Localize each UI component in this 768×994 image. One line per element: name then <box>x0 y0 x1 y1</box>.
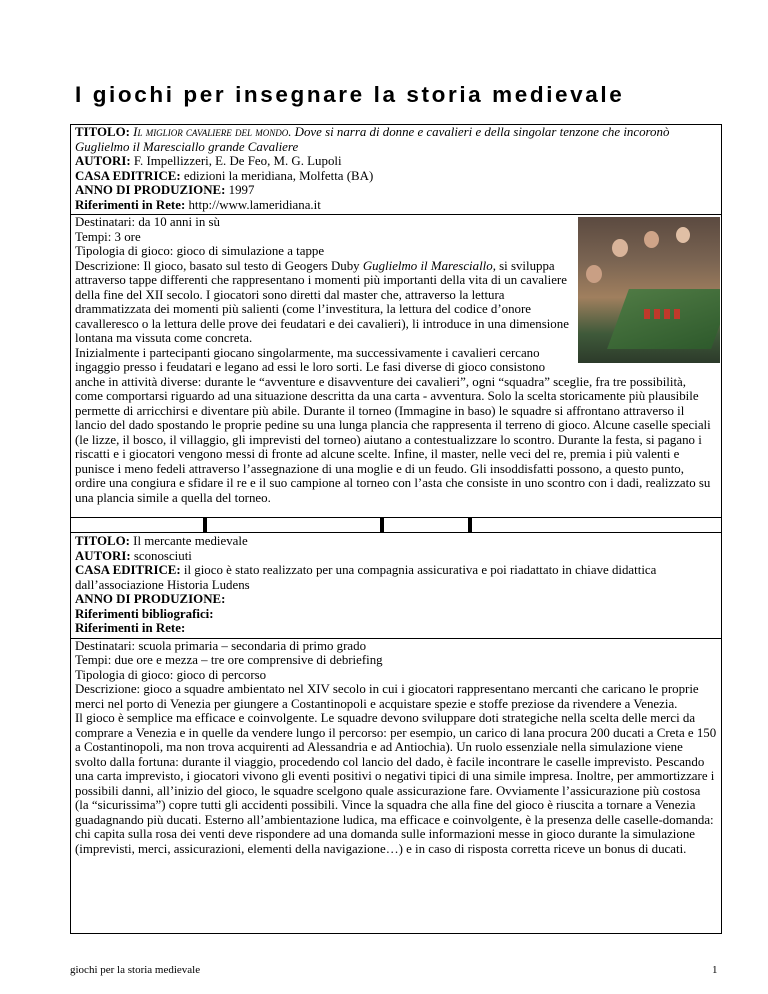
titolo-value-2: Il mercante medievale <box>129 534 248 548</box>
tipologia-line-2: Tipologia di gioco: gioco di percorso <box>75 667 267 682</box>
game-card-mercante <box>70 532 722 934</box>
game-metadata-2 <box>71 533 721 639</box>
tipologia-line: Tipologia di gioco: gioco di simulazione a tappe <box>75 244 325 258</box>
game-photo <box>578 217 720 363</box>
tempi-line-2: Tempi: due ore e mezza – tre ore comprensive di debriefing <box>75 653 383 667</box>
game-metadata <box>71 125 721 215</box>
autori-value: F. Impellizzeri, E. De Feo, M. G. Lupoli <box>130 154 342 168</box>
autori-label-2: AUTORI: <box>75 548 131 563</box>
autori-line-2 <box>75 549 717 564</box>
page-number: 1 <box>712 964 718 976</box>
game-card-cavaliere <box>70 124 722 518</box>
riferimenti-label: Riferimenti in Rete: <box>75 197 186 212</box>
titolo-line-2 <box>75 534 717 549</box>
riferimenti-value: http://www.lameridiana.it <box>185 197 321 212</box>
titolo-line <box>75 125 717 154</box>
descrizione-book-title: Guglielmo il Maresciallo <box>362 258 493 273</box>
titolo-label-2: TITOLO: <box>75 534 130 548</box>
casa-editrice-line-2 <box>75 563 717 592</box>
autori-line <box>75 154 717 169</box>
titolo-rest: Dove si narra di donne e cavalieri e della singolar tenzone che incoronò Guglielmo il Maresciallo grande Cavaliere <box>75 125 670 154</box>
riferimenti-line <box>75 198 717 213</box>
tempi-line: Tempi: 3 ore <box>75 229 141 244</box>
descrizione-paragraph-4: Il gioco è semplice ma efficace e coinvolgente. Le squadre devono sviluppare doti strategiche nella scelta delle merci da comprare a Venezia e in quelle da vendere lungo il percorso: per esempio, un carico di lana procura 200 ducati a Creta e 150 a Costantinopoli, ma non trova acquirenti ad Alessandria e ad Antiochia). Un ruolo essenziale nella simulazione viene svolto dalla fortuna: durante il viaggio, procedendo col lancio del dado, è facile incontrare le caselle imprevisto. Pescando una carta imprevisto, i giocatori vivono gli eventi positivi o negativi tipici di una simile impresa. Inoltre, per ammortizzare i possibili danni, all’inizio del gioco, le squadre scelgono quale assicurazione fare. Ovviamente l’assicurazione più costosa (la “sicurissima”) copre tutti gli accidenti possibili. Vince la squadra che alla fine del gioco è riuscita a tornare a Venezia guadagnando più ducati. Esterno all’ambientazione ludica, ma efficace e coinvolgente, è la presenza delle caselle-domanda: chi capita sulla rosa dei venti deve rispondere ad una domanda sulle informazioni messe in gioco durante la simulazione (imprevisti, merci, assicurazioni, elementi della navigazione…) e in caso di risposta corretta riceve un bonus di ducati. <box>75 711 717 856</box>
descrizione-body: , si sviluppa attraverso tappe differenti che rappresentano i momenti più importanti della vita di un cavaliere della fine del XII secolo. I giocatori sono diretti dal master che, attraverso la lettura drammatizzata dei momenti più salienti (come l’investitura, la lettura del codice d’onore cavalleresco o la lettura delle prove dei feudatari e dei cavalieri), li introduce in una dimensione lontana ma vissuta come concreta. <box>75 258 569 345</box>
anno-value: 1997 <box>225 183 255 197</box>
biblio-line-2: Riferimenti bibliografici: <box>75 606 214 621</box>
casa-editrice-value: edizioni la meridiana, Molfetta (BA) <box>180 168 374 183</box>
anno-line-2: ANNO DI PRODUZIONE: <box>75 592 226 606</box>
table-spacer-row <box>70 517 722 533</box>
descrizione-paragraph-3: Descrizione: gioco a squadre ambientato nel XIV secolo in cui i giocatori rappresentano mercanti che caricano le proprie merci nel porto di Venezia per giungere a Costantinopoli e acquistare spezie e stoffe preziose da rivendere a Venezia. <box>75 682 699 711</box>
anno-label: ANNO DI PRODUZIONE: <box>75 183 226 197</box>
game-details-2 <box>71 639 721 857</box>
titolo-label: TITOLO: <box>75 125 130 139</box>
casa-editrice-line <box>75 169 717 184</box>
autori-label: AUTORI: <box>75 154 131 168</box>
casa-editrice-value-2: il gioco è stato realizzato per una compagnia assicurativa e poi riadattato in chiave didattica dall’associazione Historia Ludens <box>75 563 657 592</box>
page-title: I giochi per insegnare la storia medievale <box>75 82 625 107</box>
rete-line-2: Riferimenti in Rete: <box>75 621 186 635</box>
descrizione-start: Descrizione: Il gioco, basato sul testo di Geogers Duby <box>75 258 363 273</box>
destinatari-line-2: Destinatari: scuola primaria – secondaria di primo grado <box>75 638 367 653</box>
casa-editrice-label-2: CASA EDITRICE: <box>75 563 181 577</box>
autori-value-2: sconosciuti <box>130 548 192 563</box>
titolo-smallcaps: Il miglior cavaliere del mondo. <box>133 125 292 139</box>
destinatari-line: Destinatari: da 10 anni in sù <box>75 215 220 229</box>
anno-line <box>75 183 717 198</box>
descrizione-paragraph-2: Inizialmente i partecipanti giocano singolarmente, ma successivamente i cavalieri cercano ingaggio presso i feudatari e legano ad essi le loro sorti. Le fasi diverse di gioco consistono anche in attività diverse: durante le “avventure e disavventure dei cavalieri”, ogni “squadra” sceglie, fra tre possibilità, come comportarsi riguardo ad una situazione descritta da una carta - avventura. Solo la scelta storicamente più plausibile permette di arricchirsi e diventare più abile. Durante il torneo (Immagine in baso) le squadre si affrontano attraverso il lancio del dado spostando le proprie pedine su una lunga plancia che rappresenta il terreno di gioco. Alcune caselle speciali (le lizze, il bosco, il villaggio, gli imprevisti del torneo) aiutano a contestualizzare lo scontro. Durante la festa, si pagano i riscatti e i giocatori vengono messi di fronte ad alcune scelte. Infine, il master, nelle veci del re, premia i più valenti e punisce i meno fedeli attraverso l’assegnazione di una moglie e di un feudo. Gli insoddisfatti possono, a questo punto, ordire una congiura e sfidare il re e il suo campione al torneo con l’asta che consiste in uno scontro con i dadi, realizzato su una plancia simile a quella del torneo. <box>75 345 711 505</box>
game-details <box>71 215 721 505</box>
footer-text: giochi per la storia medievale <box>70 964 201 976</box>
casa-editrice-label: CASA EDITRICE: <box>75 168 181 183</box>
